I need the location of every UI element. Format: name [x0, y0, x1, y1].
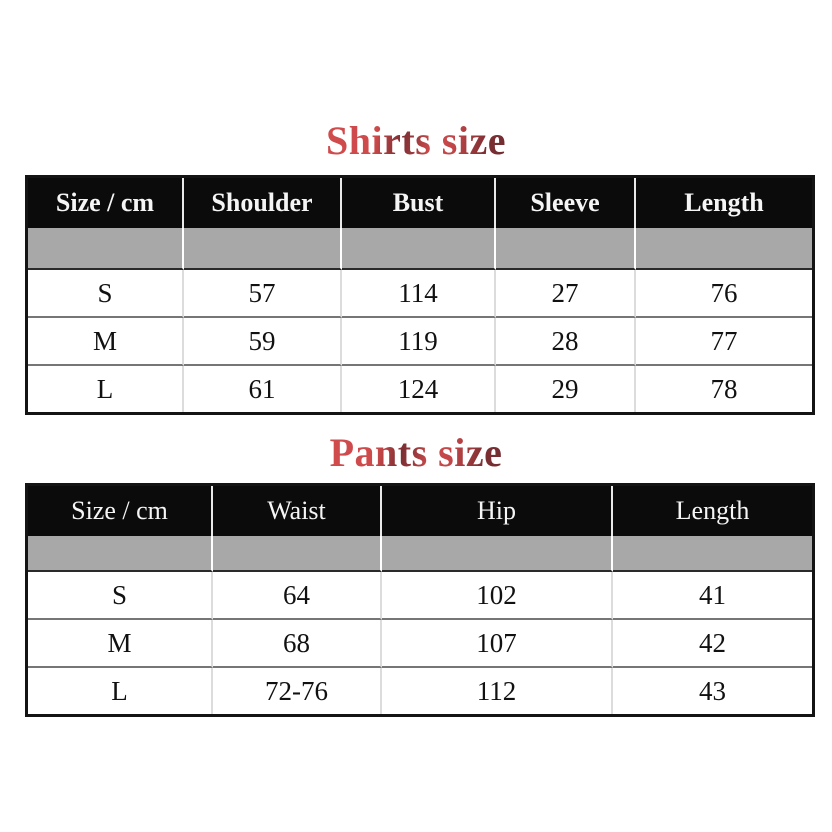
shirts-title-row	[0, 117, 832, 165]
shirts-col-header-size: Size / cm	[28, 178, 184, 228]
pants-size-table	[25, 483, 815, 717]
shirts-header-row	[28, 178, 812, 228]
spacer-cell	[382, 536, 613, 572]
spacer-cell	[184, 228, 342, 270]
pants-header-row	[28, 486, 812, 536]
length-value: 43	[613, 668, 812, 714]
shirts-size-table	[25, 175, 815, 415]
hip-value: 112	[382, 668, 613, 714]
sleeve-value: 28	[496, 318, 636, 366]
shirts-spacer-row	[28, 228, 812, 270]
bust-value: 124	[342, 366, 496, 412]
spacer-cell	[496, 228, 636, 270]
length-value: 41	[613, 572, 812, 620]
length-value: 77	[636, 318, 812, 366]
spacer-cell	[28, 228, 184, 270]
shirts-col-header-shoulder: Shoulder	[184, 178, 342, 228]
shoulder-value: 59	[184, 318, 342, 366]
shoulder-value: 61	[184, 366, 342, 412]
pants-row-l	[28, 668, 812, 714]
pants-section-title: Pants size	[329, 430, 503, 475]
shirts-section-title: Shirts size	[326, 118, 506, 163]
shirts-row-m	[28, 318, 812, 366]
pants-col-header-hip: Hip	[382, 486, 613, 536]
hip-value: 107	[382, 620, 613, 668]
pants-col-header-length: Length	[613, 486, 812, 536]
spacer-cell	[28, 536, 213, 572]
hip-value: 102	[382, 572, 613, 620]
pants-row-m	[28, 620, 812, 668]
pants-table	[28, 486, 812, 714]
shirts-col-header-sleeve: Sleeve	[496, 178, 636, 228]
waist-value: 64	[213, 572, 382, 620]
length-value: 78	[636, 366, 812, 412]
waist-value: 72-76	[213, 668, 382, 714]
spacer-cell	[213, 536, 382, 572]
shirts-col-header-length: Length	[636, 178, 812, 228]
size-label: S	[28, 270, 184, 318]
pants-row-s	[28, 572, 812, 620]
length-value: 42	[613, 620, 812, 668]
shirts-row-l	[28, 366, 812, 412]
pants-col-header-size: Size / cm	[28, 486, 213, 536]
spacer-cell	[342, 228, 496, 270]
size-label: M	[28, 318, 184, 366]
length-value: 76	[636, 270, 812, 318]
bust-value: 114	[342, 270, 496, 318]
size-label: L	[28, 366, 184, 412]
shirts-row-s	[28, 270, 812, 318]
size-label: M	[28, 620, 213, 668]
spacer-cell	[613, 536, 812, 572]
sleeve-value: 29	[496, 366, 636, 412]
pants-title-row	[0, 429, 832, 477]
waist-value: 68	[213, 620, 382, 668]
bust-value: 119	[342, 318, 496, 366]
size-label: L	[28, 668, 213, 714]
pants-spacer-row	[28, 536, 812, 572]
pants-col-header-waist: Waist	[213, 486, 382, 536]
shoulder-value: 57	[184, 270, 342, 318]
sleeve-value: 27	[496, 270, 636, 318]
shirts-col-header-bust: Bust	[342, 178, 496, 228]
size-label: S	[28, 572, 213, 620]
spacer-cell	[636, 228, 812, 270]
shirts-table	[28, 178, 812, 412]
